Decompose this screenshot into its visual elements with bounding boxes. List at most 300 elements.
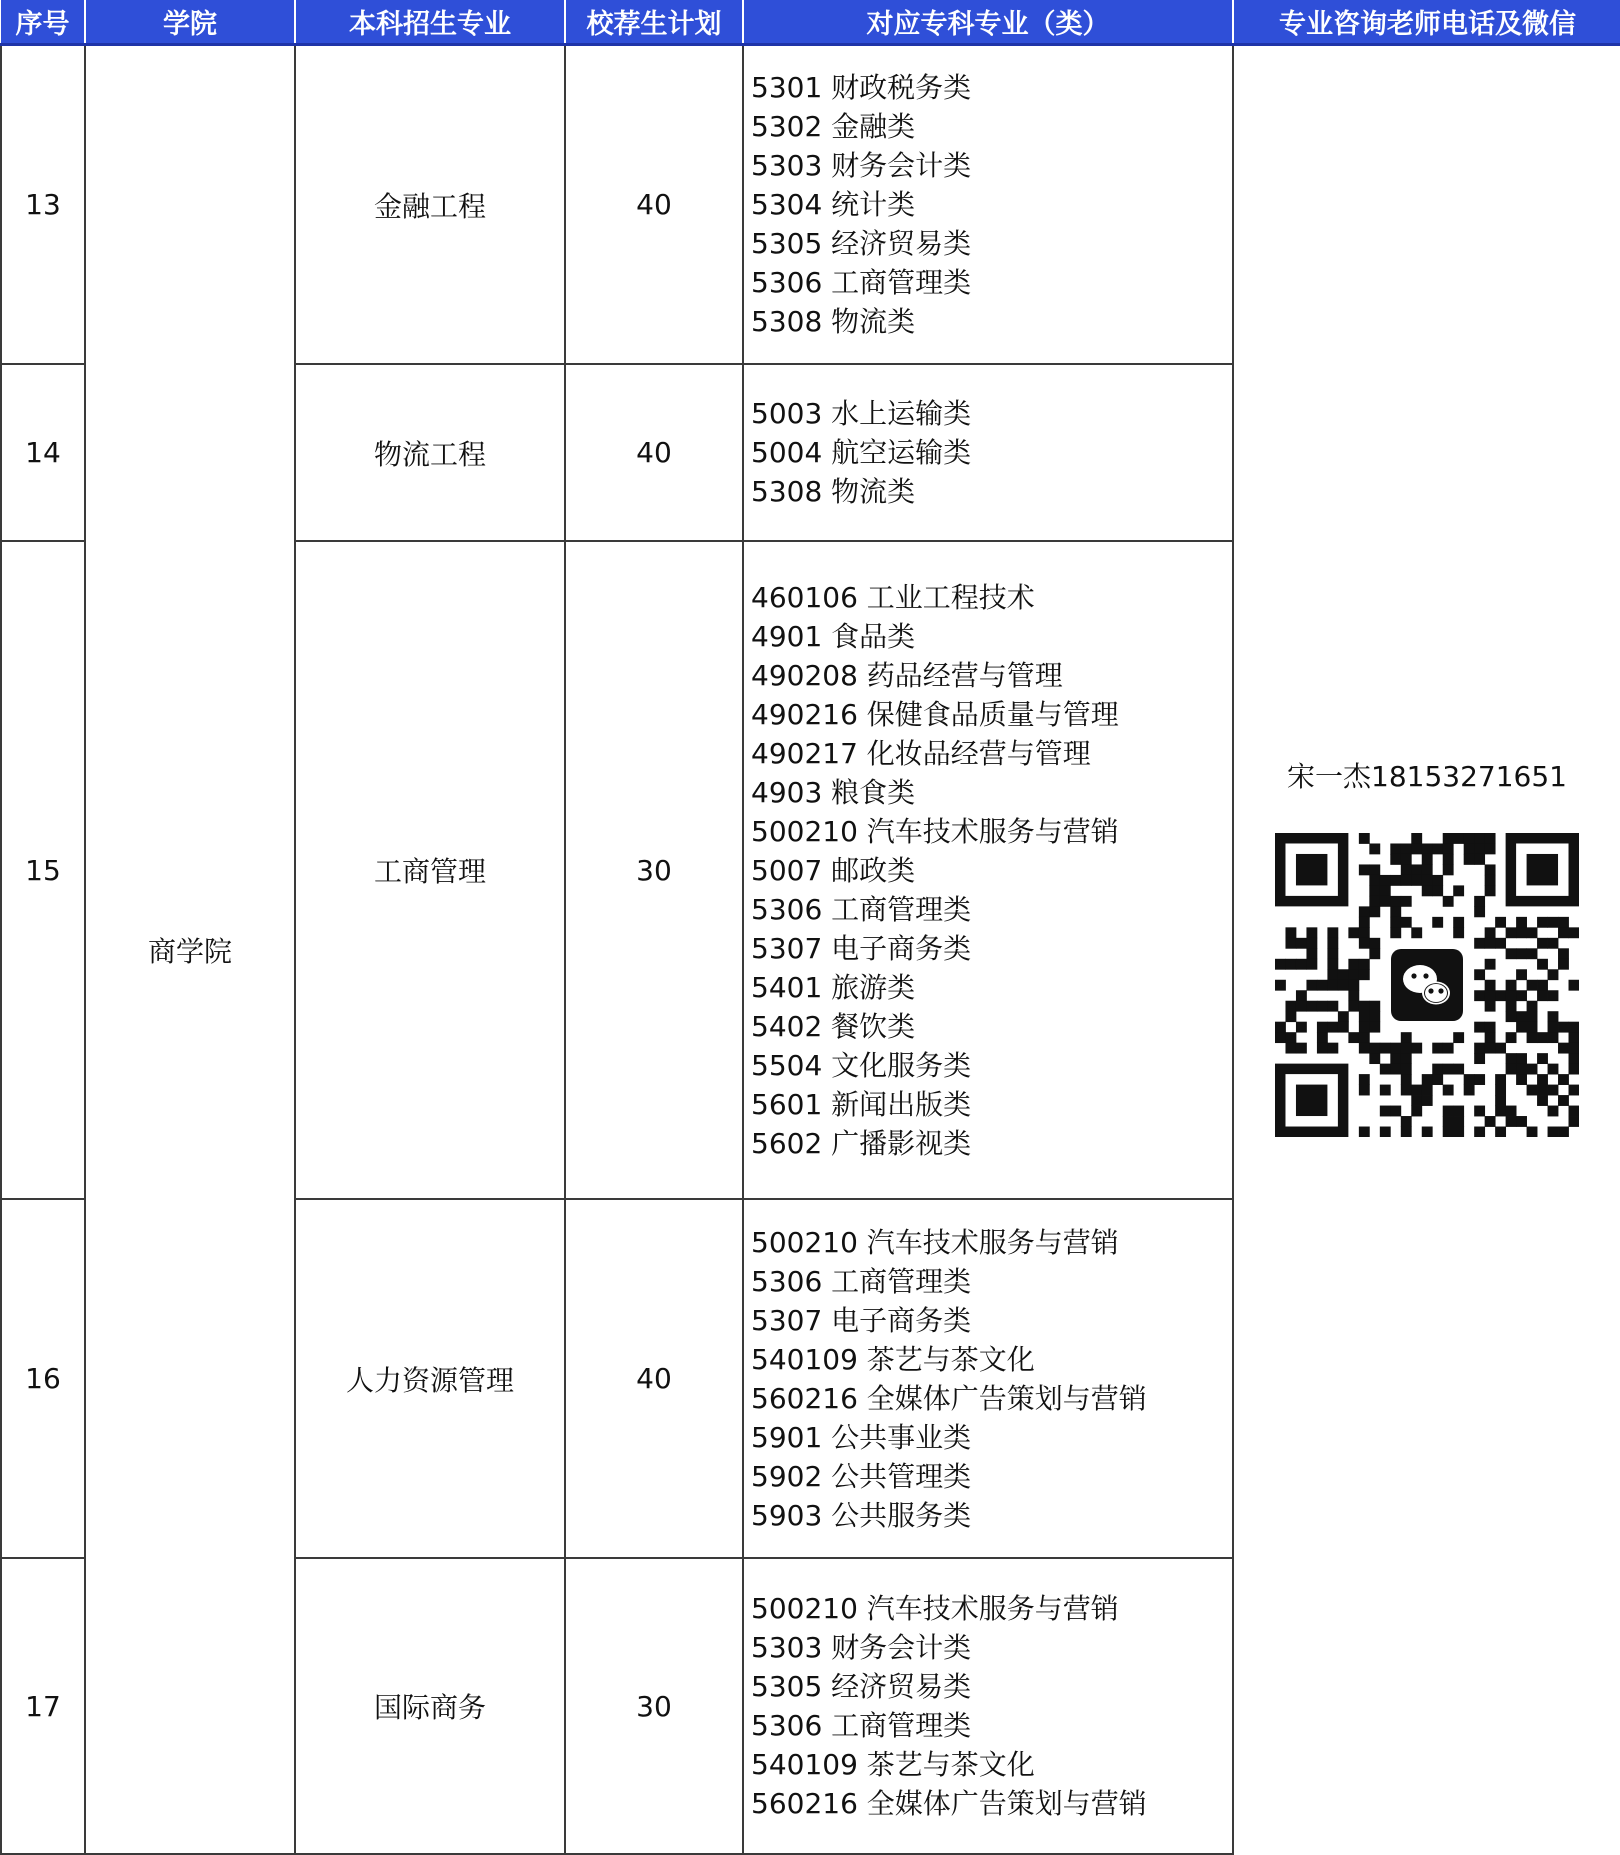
qr-module (1537, 959, 1548, 970)
matching-item: 5307 电子商务类 (751, 931, 972, 965)
qr-module (1359, 1074, 1370, 1085)
qr-module (1558, 1043, 1569, 1054)
qr-module (1306, 927, 1317, 938)
qr-module (1548, 1064, 1559, 1075)
qr-module (1443, 896, 1454, 907)
row-matching (743, 1558, 1233, 1854)
qr-module (1359, 959, 1370, 970)
qr-module (1401, 896, 1412, 907)
qr-module (1464, 833, 1475, 844)
qr-module (1390, 896, 1401, 907)
qr-module (1390, 1064, 1401, 1075)
qr-module (1422, 1127, 1433, 1137)
qr-module (1453, 885, 1464, 896)
qr-module (1485, 959, 1496, 970)
qr-module (1296, 938, 1307, 949)
qr-module (1474, 938, 1485, 949)
qr-module (1401, 843, 1412, 854)
qr-module (1401, 875, 1412, 886)
qr-module (1464, 843, 1475, 854)
matching-item: 4903 粮食类 (751, 775, 916, 809)
qr-module (1443, 833, 1454, 844)
qr-module (1527, 1001, 1538, 1012)
row-major: 工商管理 (295, 541, 565, 1199)
qr-module (1495, 1106, 1506, 1117)
qr-module (1464, 854, 1475, 865)
table-header-row (1, 0, 1620, 45)
qr-module (1380, 1127, 1391, 1137)
qr-module (1327, 938, 1338, 949)
qr-module (1422, 1085, 1433, 1096)
matching-item: 5902 公共管理类 (751, 1459, 972, 1493)
qr-module (1443, 864, 1454, 875)
qr-module (1548, 1032, 1559, 1043)
qr-module (1348, 959, 1359, 970)
qr-module (1474, 990, 1485, 1001)
qr-module (1537, 990, 1548, 1001)
qr-module (1369, 1053, 1380, 1064)
qr-module (1558, 959, 1569, 970)
qr-module (1285, 927, 1296, 938)
qr-module (1453, 1116, 1464, 1127)
qr-module (1516, 948, 1527, 959)
qr-module (1338, 1022, 1349, 1033)
qr-module (1485, 833, 1496, 844)
qr-module (1275, 959, 1286, 970)
qr-module (1390, 927, 1401, 938)
matching-item: 5303 财务会计类 (751, 149, 972, 182)
header-plan: 校荐生计划 (565, 0, 743, 45)
qr-module (1485, 1043, 1496, 1054)
matching-item: 5901 公共事业类 (751, 1420, 972, 1454)
qr-module (1485, 927, 1496, 938)
qr-module (1527, 1127, 1538, 1137)
qr-module (1558, 1095, 1569, 1106)
qr-module (1306, 938, 1317, 949)
qr-module (1453, 833, 1464, 844)
matching-item: 5504 文化服务类 (751, 1048, 972, 1082)
qr-module (1485, 875, 1496, 886)
qr-module (1401, 854, 1412, 865)
qr-module (1516, 990, 1527, 1001)
qr-module (1401, 917, 1412, 928)
qr-module (1296, 1022, 1307, 1033)
qr-module (1317, 1032, 1328, 1043)
qr-module (1443, 1064, 1454, 1075)
qr-module (1369, 885, 1380, 896)
matching-item: 5306 工商管理类 (751, 1264, 972, 1298)
qr-module (1306, 980, 1317, 991)
qr-module (1338, 1011, 1349, 1022)
qr-module (1474, 854, 1485, 865)
wechat-eye (1411, 973, 1416, 978)
qr-module (1380, 1043, 1391, 1054)
qr-module (1495, 1127, 1506, 1137)
qr-module (1548, 1011, 1559, 1022)
qr-module (1285, 1001, 1296, 1012)
matching-item: 5307 电子商务类 (751, 1303, 972, 1337)
matching-item: 5401 旅游类 (751, 970, 916, 1004)
wechat-eye (1438, 988, 1443, 993)
qr-module (1443, 1106, 1454, 1117)
qr-module (1453, 917, 1464, 928)
qr-module (1317, 980, 1328, 991)
row-no: 16 (1, 1199, 85, 1558)
qr-module (1401, 1116, 1412, 1127)
qr-module (1506, 990, 1517, 1001)
qr-module (1348, 927, 1359, 938)
qr-module (1422, 843, 1433, 854)
qr-module (1537, 1053, 1548, 1064)
qr-module (1422, 854, 1433, 865)
qr-module (1380, 885, 1391, 896)
matching-item: 5903 公共服务类 (751, 1498, 972, 1532)
qr-module (1422, 1095, 1433, 1106)
qr-module (1474, 833, 1485, 844)
qr-module (1296, 990, 1307, 1001)
matching-item: 5301 财政税务类 (751, 71, 972, 104)
qr-module (1401, 1032, 1412, 1043)
matching-item: 540109 茶艺与茶文化 (751, 1748, 1035, 1781)
qr-module (1558, 1127, 1569, 1137)
matching-item: 540109 茶艺与茶文化 (751, 1342, 1035, 1376)
qr-module (1474, 969, 1485, 980)
header-college: 学院 (85, 0, 295, 45)
matching-item: 5402 餐饮类 (751, 1009, 916, 1043)
qr-module (1338, 969, 1349, 980)
qr-module (1506, 1106, 1517, 1117)
qr-module (1443, 1043, 1454, 1054)
row-major: 人力资源管理 (295, 1199, 565, 1558)
qr-module (1348, 980, 1359, 991)
wechat-eye (1423, 973, 1428, 978)
matching-item: 500210 汽车技术服务与营销 (751, 1592, 1119, 1625)
row-plan: 40 (565, 1199, 743, 1558)
qr-module (1359, 938, 1370, 949)
qr-module (1453, 1032, 1464, 1043)
qr-module (1506, 948, 1517, 959)
qr-module (1327, 1001, 1338, 1012)
matching-item: 5003 水上运输类 (751, 397, 972, 430)
qr-module (1474, 1053, 1485, 1064)
qr-module (1285, 1043, 1296, 1054)
qr-module (1485, 885, 1496, 896)
qr-module (1443, 843, 1454, 854)
qr-module (1506, 927, 1517, 938)
qr-module (1401, 1127, 1412, 1137)
qr-module (1338, 980, 1349, 991)
qr-module (1474, 843, 1485, 854)
matching-item: 5308 物流类 (751, 305, 916, 338)
row-matching (743, 45, 1233, 365)
matching-item: 490216 保健食品质量与管理 (751, 697, 1119, 731)
row-major: 金融工程 (295, 45, 565, 365)
qr-module (1401, 1053, 1412, 1064)
qr-module (1569, 1022, 1579, 1033)
matching-item: 5306 工商管理类 (751, 1709, 972, 1742)
qr-module (1474, 906, 1485, 917)
qr-module (1443, 1085, 1454, 1096)
qr-module (1495, 938, 1506, 949)
qr-module (1569, 1116, 1579, 1127)
qr-module (1411, 1095, 1422, 1106)
qr-module (1464, 1085, 1475, 1096)
matching-item: 5306 工商管理类 (751, 266, 972, 299)
matching-item: 5305 经济贸易类 (751, 1670, 972, 1703)
qr-module (1327, 948, 1338, 959)
qr-module (1390, 854, 1401, 865)
matching-item: 560216 全媒体广告策划与营销 (751, 1381, 1147, 1415)
qr-module (1380, 896, 1391, 907)
matching-item: 5304 统计类 (751, 188, 916, 221)
row-plan: 30 (565, 1558, 743, 1854)
qr-module (1401, 1085, 1412, 1096)
qr-module (1537, 1085, 1548, 1096)
qr-module (1474, 1043, 1485, 1054)
matching-item: 4901 食品类 (751, 619, 916, 653)
qr-module (1516, 1011, 1527, 1022)
row-matching (743, 541, 1233, 1199)
qr-module (1453, 1106, 1464, 1117)
qr-module (1548, 917, 1559, 928)
qr-module (1348, 990, 1359, 1001)
qr-module (1548, 938, 1559, 949)
qr-module (1537, 917, 1548, 928)
qr-module (1401, 1043, 1412, 1054)
qr-module (1359, 1032, 1370, 1043)
row-matching (743, 364, 1233, 541)
qr-module (1390, 1106, 1401, 1117)
qr-module (1296, 1001, 1307, 1012)
qr-module (1390, 1053, 1401, 1064)
qr-module (1411, 864, 1422, 875)
qr-module (1359, 927, 1370, 938)
qr-module (1432, 1043, 1443, 1054)
matching-item: 490208 药品经营与管理 (751, 658, 1063, 692)
header-no: 序号 (1, 0, 85, 45)
qr-module (1569, 1085, 1579, 1096)
qr-module (1369, 875, 1380, 886)
qr-module (1485, 980, 1496, 991)
matching-item: 5602 广播影视类 (751, 1126, 972, 1160)
row-plan: 30 (565, 541, 743, 1199)
qr-module (1359, 906, 1370, 917)
qr-module (1506, 980, 1517, 991)
qr-module (1569, 980, 1579, 991)
matching-item: 5007 邮政类 (751, 853, 916, 887)
qr-module (1285, 1011, 1296, 1022)
header-contact: 专业咨询老师电话及微信 (1233, 0, 1620, 45)
qr-module (1369, 1011, 1380, 1022)
qr-module (1306, 959, 1317, 970)
qr-module (1474, 1074, 1485, 1085)
qr-module (1506, 1032, 1517, 1043)
qr-module (1527, 1032, 1538, 1043)
qr-module (1380, 1085, 1391, 1096)
qr-module (1359, 1043, 1370, 1054)
header-major: 本科招生专业 (295, 0, 565, 45)
row-matching (743, 1199, 1233, 1558)
qr-module (1411, 1043, 1422, 1054)
qr-module (1401, 1064, 1412, 1075)
qr-module (1464, 1074, 1475, 1085)
qr-module (1474, 896, 1485, 907)
qr-module (1569, 1064, 1579, 1075)
qr-module (1296, 959, 1307, 970)
qr-module (1569, 927, 1579, 938)
qr-module (1390, 843, 1401, 854)
row-plan: 40 (565, 364, 743, 541)
college-cell: 商学院 (85, 45, 295, 1855)
row-plan: 40 (565, 45, 743, 365)
qr-module (1506, 1064, 1517, 1075)
qr-module (1306, 1001, 1317, 1012)
qr-module (1485, 1116, 1496, 1127)
qr-module (1275, 980, 1286, 991)
qr-module (1422, 875, 1433, 886)
qr-module (1411, 927, 1422, 938)
qr-module (1443, 854, 1454, 865)
qr-module (1422, 885, 1433, 896)
qr-module (1432, 885, 1443, 896)
qr-module (1411, 843, 1422, 854)
qr-module (1516, 917, 1527, 928)
qr-finder-core (1296, 1085, 1327, 1116)
qr-module (1453, 927, 1464, 938)
qr-module (1327, 1022, 1338, 1033)
qr-module (1401, 1074, 1412, 1085)
qr-module (1569, 1053, 1579, 1064)
qr-module (1548, 1022, 1559, 1033)
qr-module (1390, 917, 1401, 928)
qr-module (1285, 959, 1296, 970)
wechat-bubble-small-fill (1425, 984, 1447, 1002)
qr-module (1317, 1001, 1328, 1012)
qr-module (1432, 843, 1443, 854)
qr-module (1390, 875, 1401, 886)
qr-module (1432, 875, 1443, 886)
qr-module (1569, 1032, 1579, 1043)
qr-module (1432, 1064, 1443, 1075)
qr-module (1527, 1011, 1538, 1022)
qr-module (1348, 1032, 1359, 1043)
qr-module (1443, 1127, 1454, 1137)
qr-module (1327, 980, 1338, 991)
qr-module (1359, 1011, 1370, 1022)
qr-module (1474, 1127, 1485, 1137)
qr-module (1369, 843, 1380, 854)
qr-module (1548, 969, 1559, 980)
qr-module (1485, 938, 1496, 949)
qr-module (1548, 1085, 1559, 1096)
qr-module (1411, 1085, 1422, 1096)
qr-module (1495, 1095, 1506, 1106)
qr-module (1495, 917, 1506, 928)
contact-cell (1233, 45, 1620, 1855)
qr-module (1527, 1022, 1538, 1033)
qr-module (1516, 927, 1527, 938)
qr-module (1359, 917, 1370, 928)
matching-item: 500210 汽车技术服务与营销 (751, 814, 1119, 848)
qr-module (1453, 1127, 1464, 1137)
matching-item: 5004 航空运输类 (751, 436, 972, 469)
qr-module (1359, 969, 1370, 980)
qr-module (1495, 990, 1506, 1001)
qr-code-graphic (1275, 833, 1579, 1137)
qr-module (1506, 1116, 1517, 1127)
qr-module (1558, 917, 1569, 928)
matching-item: 5303 财务会计类 (751, 1631, 972, 1664)
qr-module (1516, 1116, 1527, 1127)
matching-item: 500210 汽车技术服务与营销 (751, 1225, 1119, 1259)
row-no: 17 (1, 1558, 85, 1854)
matching-item: 5601 新闻出版类 (751, 1087, 972, 1121)
qr-module (1537, 1095, 1548, 1106)
qr-module (1548, 990, 1559, 1001)
qr-module (1558, 1022, 1569, 1033)
qr-module (1495, 1074, 1506, 1085)
qr-module (1359, 833, 1370, 844)
qr-module (1548, 1127, 1559, 1137)
qr-module (1369, 1022, 1380, 1033)
qr-module (1380, 1064, 1391, 1075)
qr-module (1390, 906, 1401, 917)
qr-module (1558, 1074, 1569, 1085)
qr-module (1537, 1032, 1548, 1043)
qr-module (1527, 1064, 1538, 1075)
qr-module (1296, 1043, 1307, 1054)
table-row (1, 45, 1620, 365)
qr-module (1537, 938, 1548, 949)
qr-module (1327, 959, 1338, 970)
qr-module (1369, 1001, 1380, 1012)
qr-module (1527, 927, 1538, 938)
qr-finder-core (1527, 854, 1558, 885)
qr-module (1537, 1074, 1548, 1085)
wechat-qr-code-icon (1267, 825, 1587, 1145)
qr-module (1422, 1074, 1433, 1085)
qr-module (1380, 1106, 1391, 1117)
qr-module (1516, 1053, 1527, 1064)
qr-module (1485, 843, 1496, 854)
qr-module (1558, 927, 1569, 938)
qr-module (1432, 917, 1443, 928)
matching-item: 560216 全媒体广告策划与营销 (751, 1787, 1147, 1820)
qr-module (1411, 875, 1422, 886)
header-matching: 对应专科专业（类） (743, 0, 1233, 45)
qr-module (1348, 969, 1359, 980)
matching-item: 5308 物流类 (751, 475, 916, 508)
qr-module (1485, 864, 1496, 875)
qr-module (1327, 969, 1338, 980)
qr-module (1422, 864, 1433, 875)
qr-module (1359, 1085, 1370, 1096)
qr-module (1558, 948, 1569, 959)
matching-item: 5305 经济贸易类 (751, 227, 972, 260)
qr-module (1390, 1043, 1401, 1054)
qr-module (1327, 1043, 1338, 1054)
qr-module (1359, 864, 1370, 875)
qr-module (1401, 864, 1412, 875)
qr-module (1485, 1022, 1496, 1033)
qr-module (1348, 1001, 1359, 1012)
row-no: 13 (1, 45, 85, 365)
qr-module (1369, 938, 1380, 949)
qr-module (1485, 1032, 1496, 1043)
row-major: 国际商务 (295, 1558, 565, 1854)
qr-module (1327, 927, 1338, 938)
qr-module (1432, 1074, 1443, 1085)
